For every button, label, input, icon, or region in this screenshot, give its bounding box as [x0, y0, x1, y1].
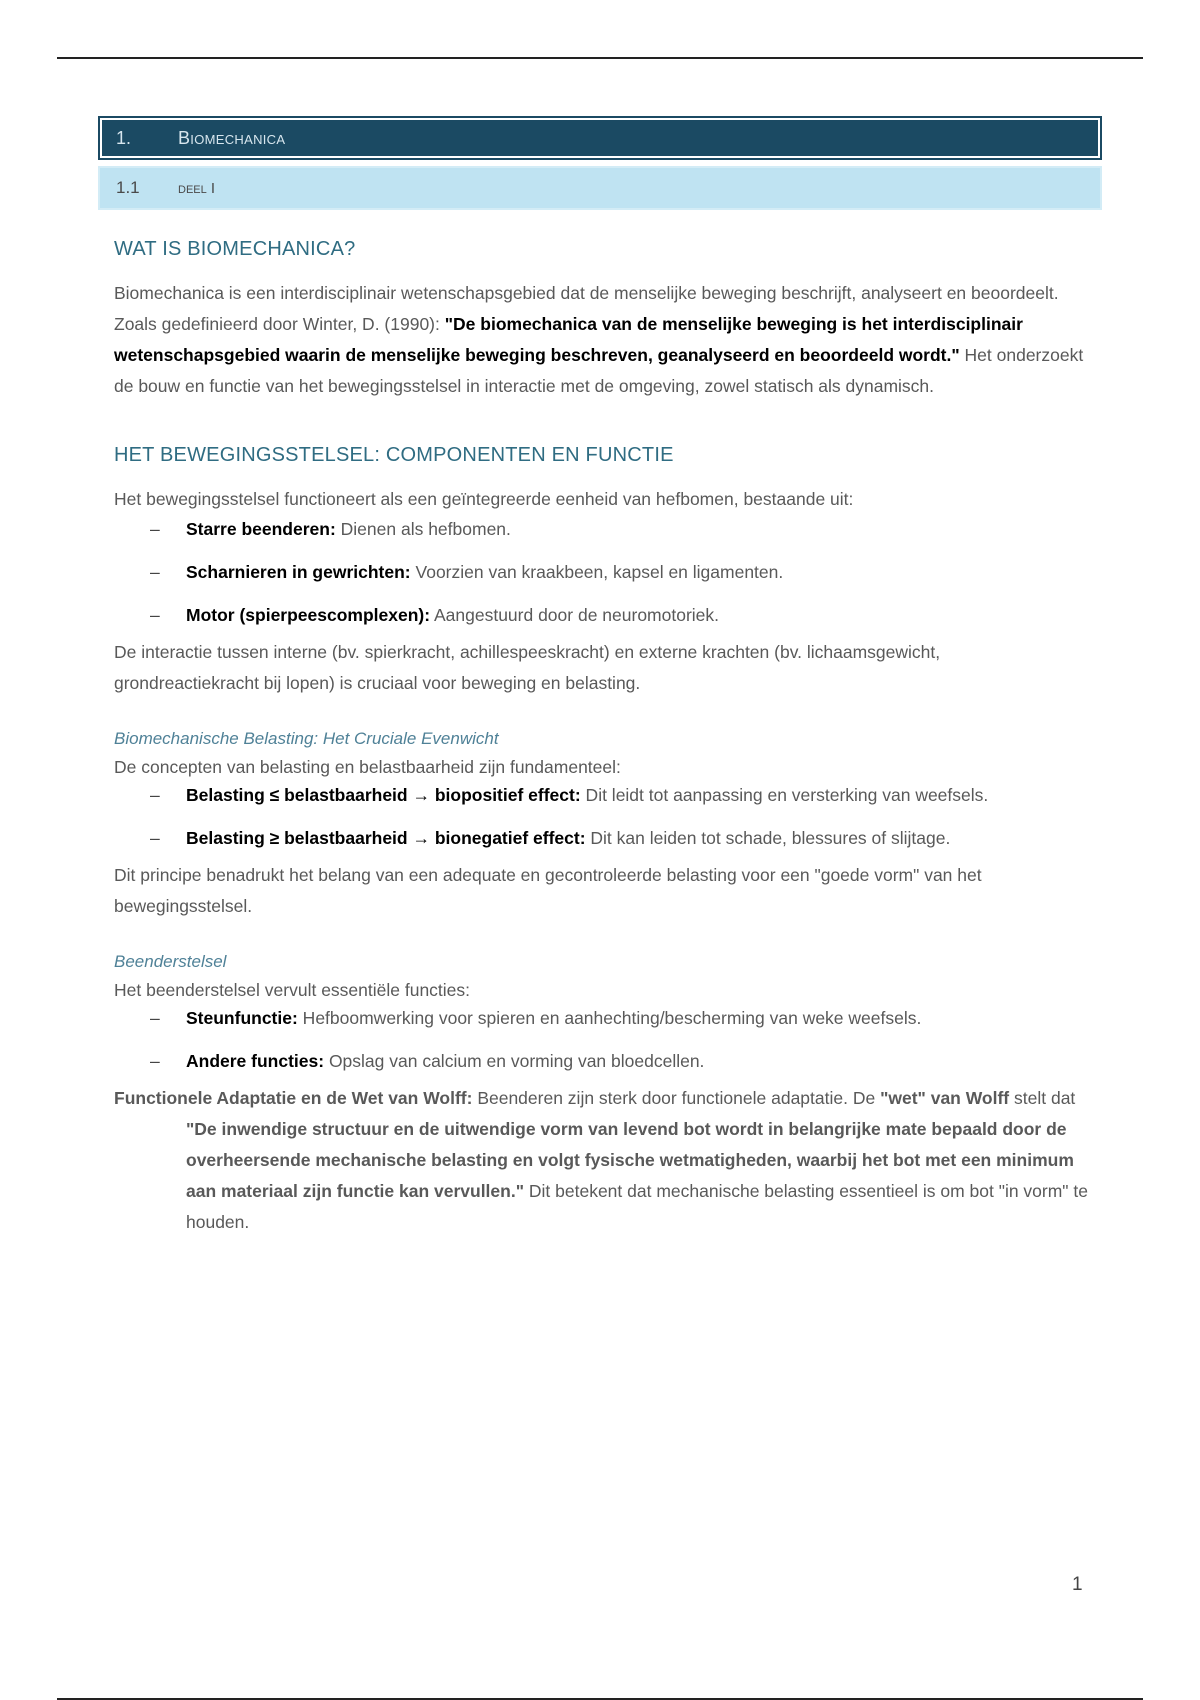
components-intro: Het bewegingsstelsel functioneert als een geïntegreerde eenheid van hefbomen, bestaande uit: [114, 489, 854, 509]
item-desc: Hefboomwerking voor spieren en aanhechting/bescherming van weke weefsels. [297, 1008, 922, 1028]
components-outro: De interactie tussen interne (bv. spierkracht, achillespeeskracht) en externe krachten (bv. lichaamsgewicht, grondreactiekracht bij lopen) is cruciaal voor beweging en belasting. [114, 642, 941, 693]
heading-bone: Beenderstelsel [114, 952, 227, 971]
dash-bullet: – [150, 1008, 160, 1028]
item-desc: Opslag van calcium en vorming van bloedcellen. [324, 1051, 705, 1071]
item-term: Belasting ≥ belastbaarheid → bionegatief effect: [186, 828, 586, 848]
header-rule [57, 57, 1143, 59]
dash-bullet: – [150, 562, 160, 582]
item-desc: Voorzien van kraakbeen, kapsel en ligamenten. [410, 562, 784, 582]
page-content [114, 234, 1088, 1238]
list-item [114, 1047, 1088, 1075]
item-term: Starre beenderen: [186, 519, 336, 539]
page-number: 1 [1072, 1574, 1083, 1595]
dash-bullet: – [150, 828, 160, 848]
wolff-law-name: "wet" van Wolff [880, 1088, 1010, 1108]
chapter-number: 1. [116, 127, 132, 148]
section-number: 1.1 [116, 178, 140, 197]
definition-quote: "De biomechanica van de menselijke beweging is het interdisciplinair wetenschapsgebied waarin de menselijke beweging beschreven, geanalyseerd en beoordeeld wordt." [114, 314, 1023, 365]
wolff-text-1: Beenderen zijn sterk door functionele adaptatie. De [472, 1088, 881, 1108]
definition-text-end: Het onderzoekt de bouw en functie van het bewegingsstelsel in interactie met de omgeving, zowel statisch als dynamisch. [114, 345, 1084, 396]
list-item [114, 781, 1088, 809]
components-list [114, 515, 1088, 629]
wolff-text-2: stelt dat [1009, 1088, 1076, 1108]
item-desc: Dit leidt tot aanpassing en versterking van weefsels. [580, 785, 989, 805]
chapter-title: Biomechanica [178, 127, 286, 148]
dash-bullet: – [150, 1051, 160, 1071]
wolff-quote: "De inwendige structuur en de uitwendige vorm van levend bot wordt in belangrijke mate bepaald door de overheersende mechanische belasting en volgt fysische wetmatigheden, waarbij het bot met een minimum aan materiaal zijn functie kan vervullen." [186, 1119, 1074, 1201]
bone-list [114, 1004, 1088, 1075]
bone-intro: Het beenderstelsel vervult essentiële functies: [114, 980, 471, 1000]
dash-bullet: – [150, 605, 160, 625]
chapter-heading [98, 116, 1102, 160]
item-desc: Aangestuurd door de neuromotoriek. [430, 605, 720, 625]
load-intro: De concepten van belasting en belastbaarheid zijn fundamenteel: [114, 757, 621, 777]
wolff-text-3: Dit betekent dat mechanische belasting essentieel is om bot "in vorm" te houden. [186, 1181, 1088, 1232]
item-term: Steunfunctie: [186, 1008, 298, 1028]
item-desc: Dit kan leiden tot schade, blessures of slijtage. [585, 828, 951, 848]
load-outro: Dit principe benadrukt het belang van een adequate en gecontroleerde belasting voor een "goede vorm" van het bewegingsstelsel. [114, 865, 982, 916]
item-term: Andere functies: [186, 1051, 325, 1071]
dash-bullet: – [150, 519, 160, 539]
paragraph-wolff [114, 1083, 1088, 1238]
list-item [114, 1004, 1088, 1032]
list-item [114, 824, 1088, 852]
list-item [114, 601, 1088, 629]
load-list [114, 781, 1088, 852]
heading-components: HET BEWEGINGSSTELSEL: COMPONENTEN EN FUNCTIE [114, 444, 674, 466]
section-title: deel I [178, 179, 216, 197]
heading-what-is: WAT IS BIOMECHANICA? [114, 238, 356, 260]
heading-load: Biomechanische Belasting: Het Cruciale Evenwicht [114, 729, 499, 748]
item-term: Scharnieren in gewrichten: [186, 562, 411, 582]
dash-bullet: – [150, 785, 160, 805]
list-item [114, 515, 1088, 543]
item-term: Belasting ≤ belastbaarheid → biopositief effect: [186, 785, 581, 805]
list-item [114, 558, 1088, 586]
item-desc: Dienen als hefbomen. [335, 519, 511, 539]
paragraph-definition [114, 278, 1088, 402]
wolff-term: Functionele Adaptatie en de Wet van Wolff: [114, 1088, 473, 1108]
definition-text-start: Biomechanica is een interdisciplinair wetenschapsgebied dat de menselijke beweging beschrijft, analyseert en beoordeelt. Zoals gedefinieerd door Winter, D. (1990): [114, 283, 1059, 334]
item-term: Motor (spierpeescomplexen): [186, 605, 431, 625]
section-heading [98, 166, 1102, 210]
